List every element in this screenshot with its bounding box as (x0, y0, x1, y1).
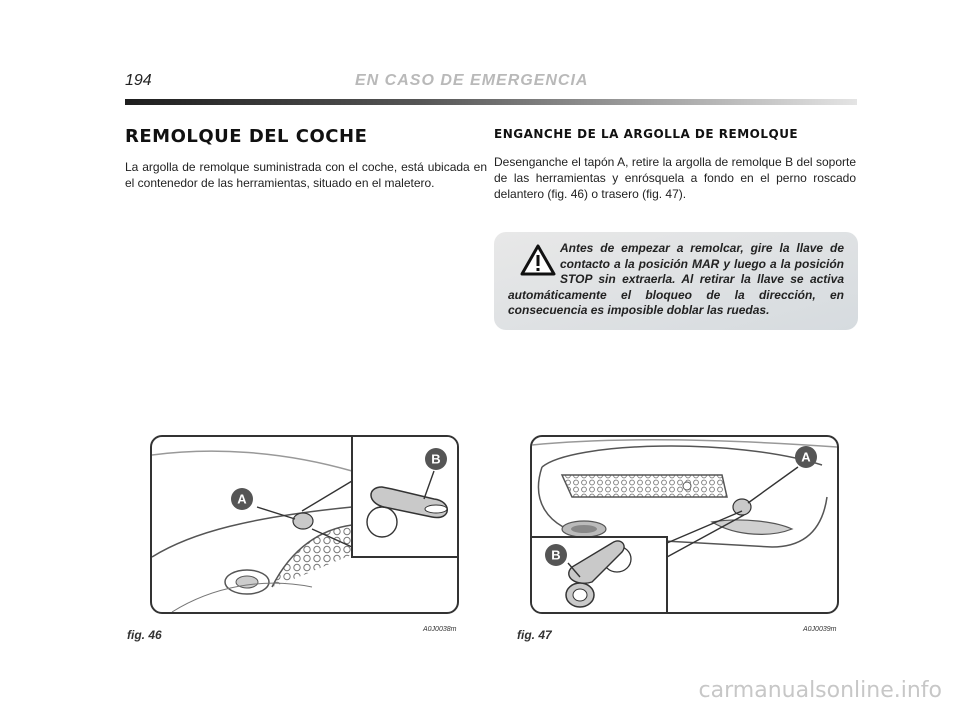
section-title: REMOLQUE DEL COCHE (125, 126, 368, 147)
label-b: B (551, 547, 561, 563)
label-a: A (801, 449, 811, 465)
rear-bumper-illustration (532, 437, 837, 612)
subsection-title: ENGANCHE DE LA ARGOLLA DE REMOLQUE (494, 127, 799, 141)
warning-text: Antes de empezar a remolcar, gire la llave de contacto a la posición MAR y luego a la posición STOP sin extraerla. Al retirar la llave se activa automáticamente el bloqueo de la dirección, en consecuencia es imposible doblar las ruedas. (508, 241, 844, 317)
figure-46 (150, 435, 459, 614)
figure-47-caption: fig. 47 (517, 628, 552, 642)
intro-paragraph: La argolla de remolque suministrada con el coche, está ubicada en el contenedor de las herramientas, situado en el maletero. (125, 160, 487, 190)
label-b: B (431, 451, 441, 467)
watermark: carmanualsonline.info (698, 678, 942, 703)
figure-46-code: A0J0038m (423, 626, 457, 633)
instructions-paragraph: Desenganche el tapón A, retire la argolla de remolque B del soporte de las herramientas y enrósquela a fondo en el perno roscado delantero (fig. 46) o trasero (fig. 47). (494, 155, 856, 201)
header-rule (125, 99, 857, 105)
label-a: A (237, 491, 247, 507)
figure-46-caption: fig. 46 (127, 628, 162, 642)
front-bumper-illustration (152, 437, 457, 612)
figure-47-code: A0J0039m (803, 626, 837, 633)
figure-47 (530, 435, 839, 614)
warning-box (494, 232, 858, 330)
page-number: 194 (125, 72, 152, 89)
running-head: EN CASO DE EMERGENCIA (355, 72, 589, 89)
